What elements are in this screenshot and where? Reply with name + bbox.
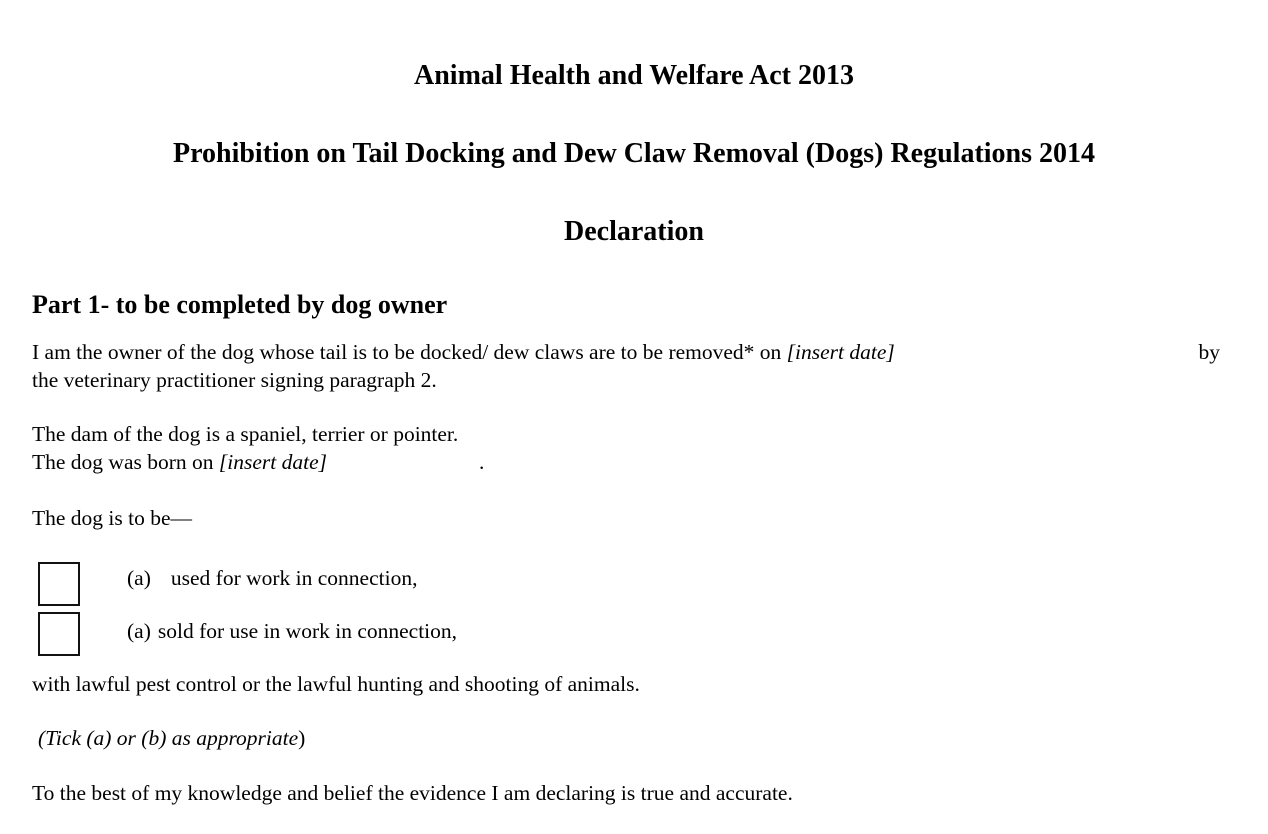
born-line-text: The dog was born on [32, 450, 214, 474]
tick-instruction-note [38, 724, 1242, 752]
insert-date-placeholder-2: [insert date] [218, 450, 328, 474]
owner-statement-text: I am the owner of the dog whose tail is to be docked/ dew claws are to be removed* on [32, 340, 782, 364]
owner-line1-end: by [1198, 340, 1220, 364]
date-blank-1[interactable] [895, 358, 1085, 359]
checkbox-option-b[interactable] [38, 612, 80, 656]
option-a-label [127, 562, 417, 592]
option-a-text: used for work in connection, [170, 566, 418, 590]
checkbox-option-a[interactable] [38, 562, 80, 606]
date-blank-2[interactable] [327, 468, 479, 469]
born-line-period: . [479, 450, 485, 474]
insert-date-placeholder-1: [insert date] [786, 340, 895, 364]
option-b-label [127, 612, 457, 645]
dam-paragraph [32, 420, 1242, 476]
part1-heading: Part 1- to be completed by dog owner [32, 290, 448, 319]
option-a-marker: (a) [127, 566, 151, 590]
purpose-continuation-line: with lawful pest control or the lawful hunting and shooting of animals. [32, 672, 640, 696]
option-row-b [38, 612, 1268, 656]
purpose-intro-line: The dog is to be— [32, 506, 193, 530]
option-b-text: sold for use in work in connection, [157, 619, 458, 643]
declaration-title: Declaration [564, 216, 704, 247]
option-list [38, 562, 1268, 656]
dam-line: The dam of the dog is a spaniel, terrier or pointer. [32, 422, 459, 446]
option-b-marker: (a) [127, 619, 151, 643]
owner-statement-line2: the veterinary practitioner signing paragraph 2. [32, 368, 437, 392]
declaration-statement: To the best of my knowledge and belief the evidence I am declaring is true and accurate. [32, 781, 793, 805]
owner-paragraph [32, 338, 1242, 394]
option-row-a [38, 562, 1268, 606]
tick-note-close-paren: ) [298, 726, 306, 750]
regulations-title: Prohibition on Tail Docking and Dew Claw Removal (Dogs) Regulations 2014 [172, 138, 1096, 169]
tick-note-italic: (Tick (a) or (b) as appropriate [38, 726, 299, 750]
act-title: Animal Health and Welfare Act 2013 [414, 60, 854, 91]
